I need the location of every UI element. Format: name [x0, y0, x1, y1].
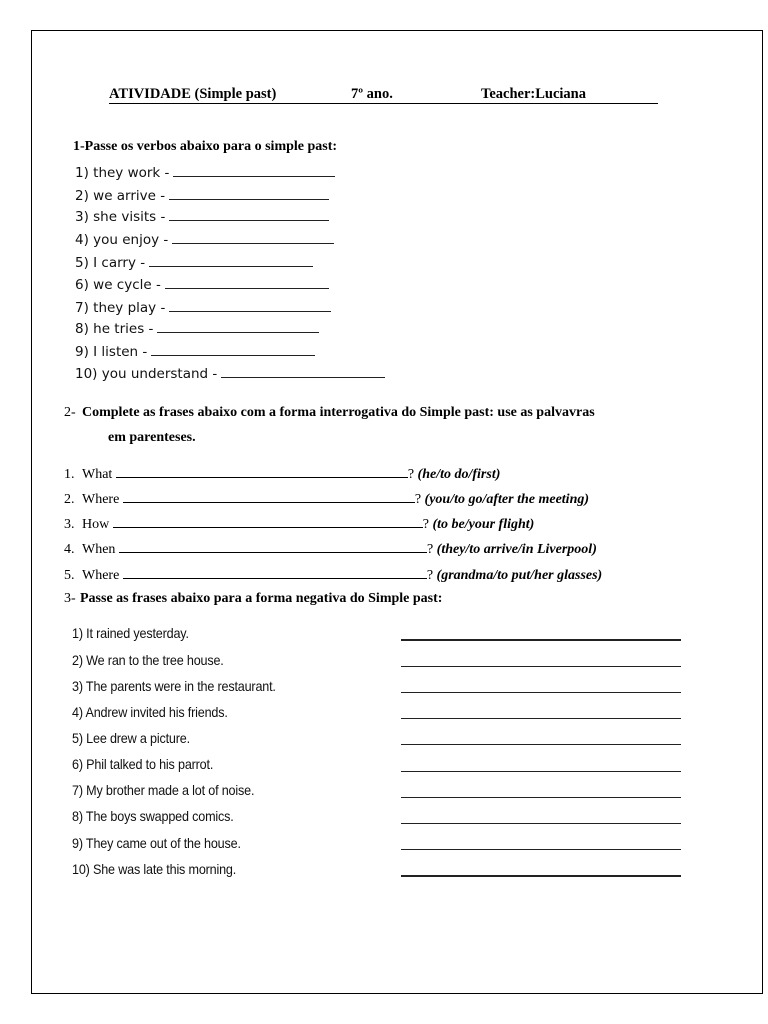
answer-blank[interactable]: [172, 232, 334, 244]
verb-item: 5) I carry -: [75, 255, 313, 271]
answer-line[interactable]: [401, 875, 681, 877]
answer-blank[interactable]: [169, 300, 331, 312]
verb-item: 4) you enjoy -: [75, 232, 334, 248]
sentence-item: 3) The parents were in the restaurant.: [72, 678, 276, 694]
answer-line[interactable]: [123, 566, 427, 579]
verb-item: 3) she visits -: [75, 209, 329, 225]
sentence-item: 4) Andrew invited his friends.: [72, 704, 228, 720]
verb-item: 2) we arrive -: [75, 188, 329, 204]
section2-number: 2-: [64, 405, 76, 420]
answer-line[interactable]: [123, 490, 415, 503]
section2-title: Complete as frases abaixo com a forma interrogativa do Simple past: use as palvavras: [82, 405, 595, 420]
activity-title: ATIVIDADE (Simple past): [109, 86, 277, 102]
question-row: 2. Where ? (you/to go/after the meeting): [64, 492, 590, 507]
answer-blank[interactable]: [221, 366, 385, 378]
answer-line[interactable]: [113, 515, 423, 528]
answer-line[interactable]: [401, 744, 681, 745]
question-row: 5. Where ? (grandma/to put/her glasses): [64, 568, 603, 583]
section3-number: 3-: [64, 591, 76, 606]
sentence-item: 7) My brother made a lot of noise.: [72, 782, 255, 798]
sentence-item: 6) Phil talked to his parrot.: [72, 756, 214, 772]
answer-blank[interactable]: [151, 344, 315, 356]
question-row: 4. When ? (they/to arrive/in Liverpool): [64, 542, 597, 557]
sentence-item: 10) She was late this morning.: [72, 861, 237, 877]
sentence-item: 8) The boys swapped comics.: [72, 808, 234, 824]
answer-line[interactable]: [401, 639, 681, 641]
question-row: 3. How ? (to be/your flight): [64, 517, 535, 532]
sentence-item: 5) Lee drew a picture.: [72, 730, 190, 746]
teacher-label: Teacher:Luciana: [481, 86, 586, 102]
section2-title-cont: em parenteses.: [108, 430, 196, 445]
verb-item: 1) they work -: [75, 165, 335, 181]
answer-line[interactable]: [401, 771, 681, 772]
question-row: 1. What ? (he/to do/first): [64, 467, 501, 482]
answer-line[interactable]: [401, 823, 681, 824]
answer-line[interactable]: [116, 465, 408, 478]
sentence-item: 9) They came out of the house.: [72, 835, 241, 851]
answer-line[interactable]: [401, 666, 681, 667]
answer-line[interactable]: [401, 849, 681, 850]
answer-blank[interactable]: [165, 277, 329, 289]
answer-blank[interactable]: [169, 188, 329, 200]
verb-item: 6) we cycle -: [75, 277, 329, 293]
sentence-item: 1) It rained yesterday.: [72, 625, 189, 641]
verb-item: 10) you understand -: [75, 366, 385, 382]
answer-blank[interactable]: [157, 321, 319, 333]
section1-title: 1-Passe os verbos abaixo para o simple past:: [73, 139, 338, 154]
answer-blank[interactable]: [173, 165, 335, 177]
answer-line[interactable]: [401, 718, 681, 719]
header-underline: [109, 103, 658, 104]
answer-blank[interactable]: [149, 255, 313, 267]
verb-item: 9) I listen -: [75, 344, 315, 360]
verb-item: 8) he tries -: [75, 321, 319, 337]
grade-label: 7º ano.: [351, 86, 393, 102]
answer-line[interactable]: [119, 540, 427, 553]
answer-line[interactable]: [401, 797, 681, 798]
sentence-item: 2) We ran to the tree house.: [72, 652, 224, 668]
verb-item: 7) they play -: [75, 300, 331, 316]
answer-line[interactable]: [401, 692, 681, 693]
section3-title: Passe as frases abaixo para a forma negativa do Simple past:: [80, 591, 443, 606]
answer-blank[interactable]: [169, 209, 329, 221]
